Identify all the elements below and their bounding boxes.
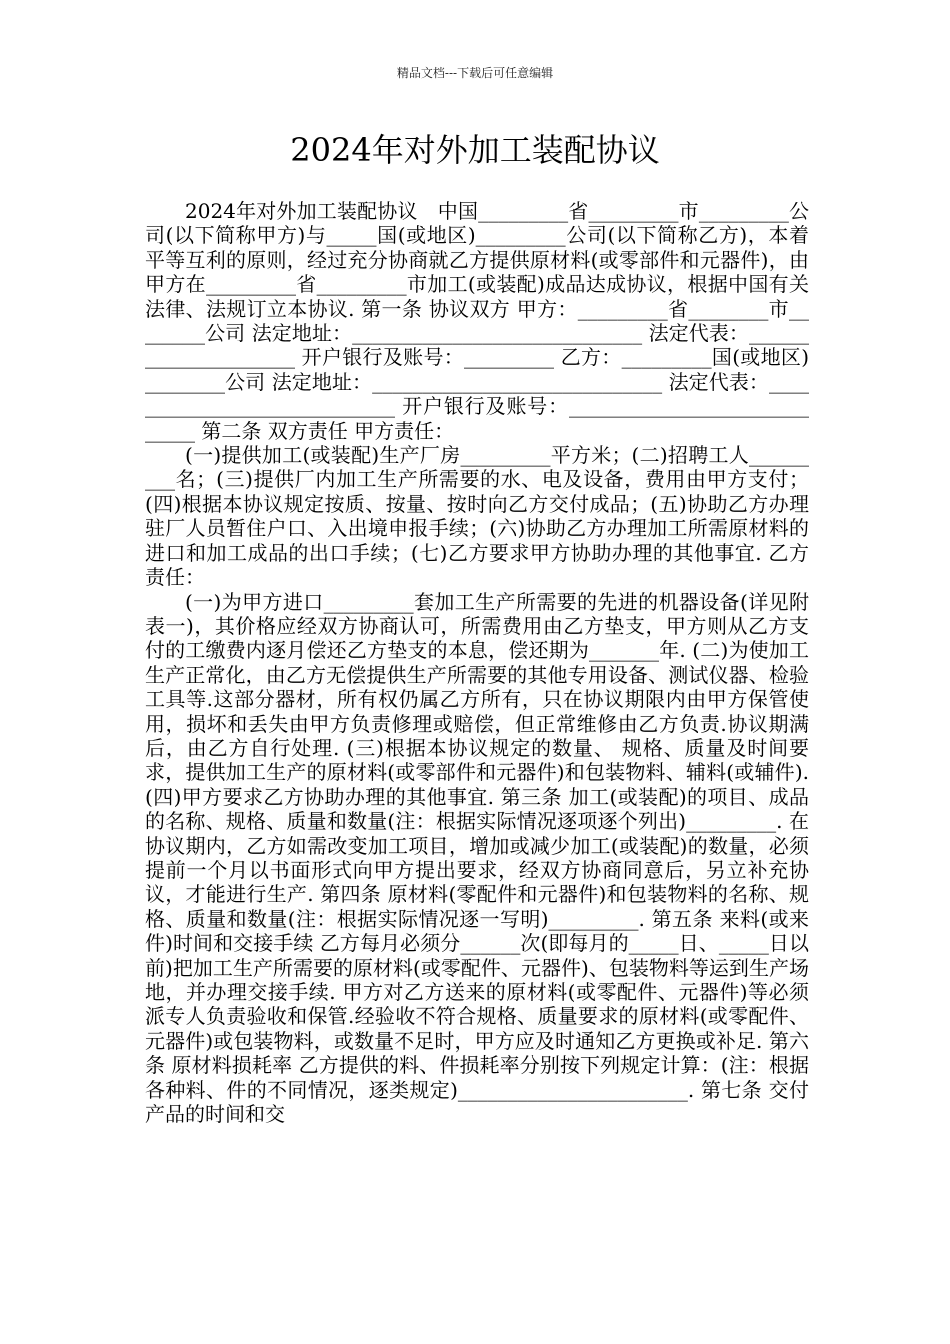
header-note: 精品文档---下载后可任意编辑 <box>396 66 554 80</box>
paragraph-party-b-duties: (一)为甲方进口_________套加工生产所需要的先进的机器设备(详见附表一)，其价格应经双方协商认可，所需费用由乙方垫支，甲方则从乙方支付的工缴费内逐月偿还乙方垫支的本息，偿还期为_______年. (二)为使加工生产正常化，由乙方无偿提供生产所需要的其他专用设备、测试仪器、检验工具等.这部分器材，所有权仍属乙方所有，只在协议期限内由甲方保管使用，损坏和丢失由甲方负责修理或赔偿，但正常维修由乙方负责.协议期满后，由乙方自行处理. (三)根据本协议规定的数量、 规格、质量及时间要求，提供加工生产的原材料(或零部件和元器件)和包装物料、辅料(或辅件). (四)甲方要求乙方协助办理的其他事宜. 第三条 加工(或装配)的项目、成品的名称、规格、质量和数量(注：根据实际情况逐项逐个列出)_________. 在协议期内，乙方如需改变加工项目，增加或减少加工(或装配)的数量，必须提前一个月以书面形式向甲方提出要求，经双方协商同意后，另立补充协议，才能进行生产. 第四条 原材料(零配件和元器件)和包装物料的名称、规格、质量和数量(注：根据实际情况逐一写明)_________. 第五条 来料(或来件)时间和交接手续 乙方每月必须分______次(即每月的_____日、_____日以前)把加工生产所需要的原材料(或零配件、元器件)、包装物料等运到生产场地，并办理交接手续. 甲方对乙方送来的原材料(或零配件、元器件)等必须派专人负责验收和保管.经验收不符合规格、质量要求的原材料(或零配件、元器件)或包装物料，或数量不足时，甲方应及时通知乙方更换或补足. 第六条 原材料损耗率 乙方提供的料、件损耗率分别按下列规定计算：(注：根据各种料、件的不同情况，逐类规定)_______________________. 第七条 交付产品的时间和交 <box>145 589 809 1127</box>
paragraph-intro: 2024年对外加工装配协议 中国_________省_________市_________公司(以下简称甲方)与_____国(或地区)_________公司(以下简称乙方)，本着平等互利的原则，经过充分协商就乙方提供原材料(或零部件和元器件)，由甲方在_________省_________市加工(或装配)成品达成协议，根据中国有关法律、法规订立本协议. 第一条 协议双方 甲方：_________省________市________公司 法定地址：_____________________________ 法定代表：_____________________ 开户银行及账号：_________ 乙方：_________国(或地区)________公司 法定地址：_____________________________ 法定代表：_____________________________ 开户银行及账号：_____________________________ 第二条 双方责任 甲方责任： <box>145 199 809 443</box>
document-body <box>145 199 809 1126</box>
paragraph-party-a-duties: (一)提供加工(或装配)生产厂房_________平方米；(二)招聘工人_________名；(三)提供厂内加工生产所需要的水、电及设备，费用由甲方支付；(四)根据本协议规定按质、按量、按时向乙方交付成品；(五)协助乙方办理驻厂人员暂住户口、入出境申报手续；(六)协助乙方办理加工所需原材料的进口和加工成品的出口手续；(七)乙方要求甲方协助办理的其他事宜. 乙方责任： <box>145 443 809 590</box>
document-title: 2024年对外加工装配协议 <box>290 131 660 169</box>
